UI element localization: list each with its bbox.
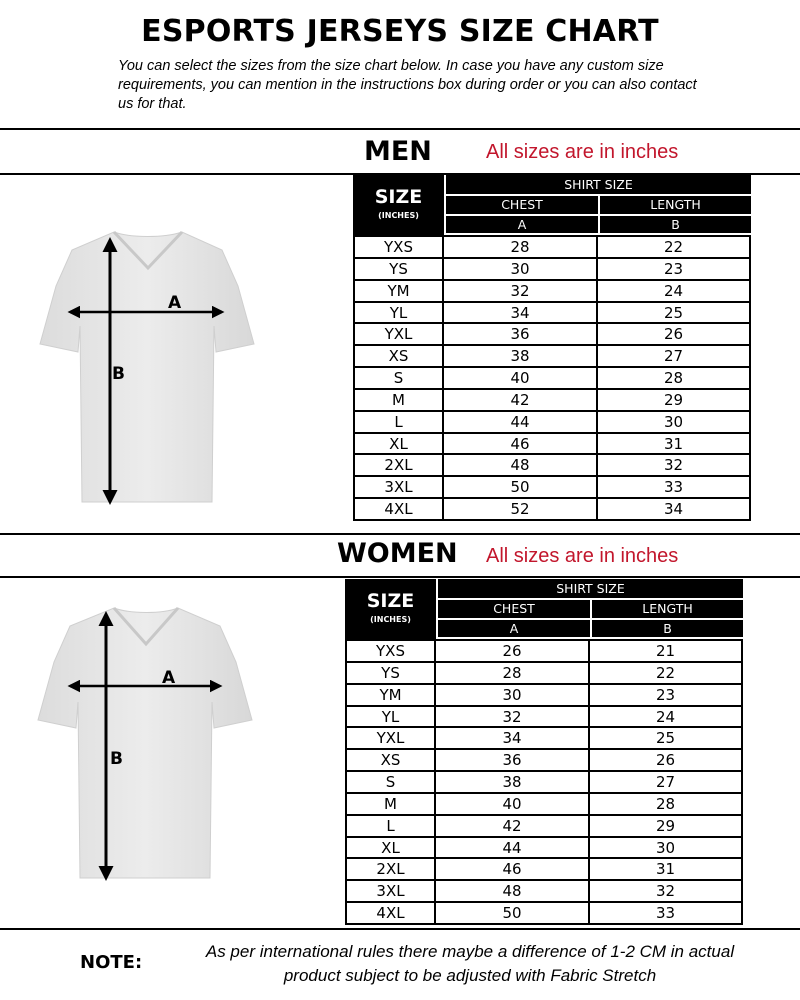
women-table-body [345, 639, 743, 925]
table-row [345, 794, 743, 816]
table-row [345, 816, 743, 838]
table-row [345, 881, 743, 903]
chest-cell: 52 [444, 499, 598, 519]
table-row [345, 838, 743, 860]
length-cell: 26 [655, 751, 676, 770]
chest-cell: 30 [444, 259, 598, 279]
length-cell: 21 [655, 642, 676, 660]
chest-cell: 38 [436, 772, 590, 792]
chest-cell: 42 [444, 390, 598, 410]
size-cell: 2XL [347, 859, 436, 879]
table-row [345, 859, 743, 881]
table-row [353, 281, 751, 303]
size-cell: L [347, 816, 436, 836]
table-row [353, 303, 751, 325]
size-header-cell [353, 175, 444, 235]
length-header: LENGTH [592, 600, 743, 618]
chest-cell: 48 [436, 881, 590, 901]
table-row [353, 237, 751, 259]
women-units-note: All sizes are in inches [486, 545, 679, 567]
chest-cell: 40 [444, 368, 598, 388]
chest-header: CHEST [438, 600, 590, 618]
table-row [353, 412, 751, 434]
size-cell: YXS [355, 237, 444, 257]
length-cell: 23 [655, 685, 676, 704]
chest-cell: 38 [444, 346, 598, 366]
length-cell: 22 [655, 663, 676, 682]
length-cell: 29 [663, 390, 684, 409]
table-row [345, 663, 743, 685]
length-cell: 25 [663, 303, 684, 322]
length-cell: 31 [663, 434, 684, 453]
size-cell: YXS [347, 641, 436, 661]
chest-cell: 46 [436, 859, 590, 879]
chest-cell: 44 [436, 838, 590, 858]
size-cell: M [347, 794, 436, 814]
women-heading: WOMEN [337, 538, 458, 569]
chest-cell: 42 [436, 816, 590, 836]
length-cell: 31 [655, 860, 676, 879]
length-cell: 32 [655, 882, 676, 901]
length-cell: 28 [663, 369, 684, 388]
length-key-header: B [600, 216, 751, 233]
women-shirt-diagram [34, 602, 256, 888]
shirt-size-header: SHIRT SIZE [446, 175, 751, 194]
page-title: ESPORTS JERSEYS SIZE CHART [141, 14, 659, 49]
size-header-label: SIZE [374, 186, 423, 208]
length-cell: 24 [655, 707, 676, 726]
chest-key-header: A [446, 216, 598, 233]
chest-cell: 50 [436, 903, 590, 923]
size-cell: 4XL [355, 499, 444, 519]
chest-cell: 46 [444, 434, 598, 454]
men-table-body [353, 235, 751, 521]
table-row [345, 772, 743, 794]
table-row [353, 259, 751, 281]
size-cell: 3XL [355, 477, 444, 497]
size-cell: 2XL [355, 455, 444, 475]
length-key-header: B [592, 620, 743, 637]
table-row [353, 324, 751, 346]
table-row [353, 499, 751, 521]
size-cell: L [355, 412, 444, 432]
chest-cell: 30 [436, 685, 590, 705]
intro-text: You can select the sizes from the size chart below. In case you have any custom size requirements, you can mention in the instructions box during order or you can also contact us for that. [118, 58, 697, 112]
table-row [353, 455, 751, 477]
size-cell: YM [355, 281, 444, 301]
chest-cell: 32 [436, 707, 590, 727]
chest-cell: 28 [436, 663, 590, 683]
length-cell: 30 [663, 412, 684, 431]
divider [0, 928, 800, 930]
men-label-b: B [112, 364, 125, 384]
length-cell: 33 [663, 478, 684, 497]
size-cell: YXL [355, 324, 444, 344]
table-row [345, 641, 743, 663]
size-cell: XL [355, 434, 444, 454]
men-units-note: All sizes are in inches [486, 141, 679, 163]
chest-cell: 32 [444, 281, 598, 301]
chest-cell: 48 [444, 455, 598, 475]
men-shirt-diagram [36, 226, 258, 512]
chest-header: CHEST [446, 196, 598, 214]
size-cell: M [355, 390, 444, 410]
length-header: LENGTH [600, 196, 751, 214]
chest-key-header: A [438, 620, 590, 637]
length-cell: 32 [663, 456, 684, 475]
table-row [353, 368, 751, 390]
table-row [353, 434, 751, 456]
size-cell: YL [347, 707, 436, 727]
length-cell: 23 [663, 259, 684, 278]
size-cell: YS [347, 663, 436, 683]
length-cell: 26 [663, 325, 684, 344]
women-label-a: A [162, 668, 176, 688]
size-cell: YXL [347, 728, 436, 748]
table-row [345, 707, 743, 729]
table-row [345, 903, 743, 925]
chest-cell: 34 [444, 303, 598, 323]
size-cell: YL [355, 303, 444, 323]
table-row [345, 750, 743, 772]
chest-cell: 40 [436, 794, 590, 814]
size-cell: YS [355, 259, 444, 279]
length-cell: 30 [655, 838, 676, 857]
size-cell: S [347, 772, 436, 792]
men-label-a: A [168, 293, 182, 313]
men-heading: MEN [364, 136, 432, 167]
size-cell: YM [347, 685, 436, 705]
men-table-header [353, 175, 751, 235]
men-size-table [353, 175, 751, 521]
size-header-unit: (INCHES) [370, 615, 411, 624]
chest-cell: 36 [444, 324, 598, 344]
size-cell: S [355, 368, 444, 388]
women-label-b: B [110, 749, 123, 769]
table-row [353, 477, 751, 499]
chest-cell: 28 [444, 237, 598, 257]
size-header-unit: (INCHES) [378, 211, 419, 220]
divider [0, 128, 800, 130]
size-cell: XL [347, 838, 436, 858]
women-size-table [345, 579, 743, 925]
table-row [353, 390, 751, 412]
length-cell: 27 [655, 773, 676, 792]
size-cell: 3XL [347, 881, 436, 901]
size-cell: XS [355, 346, 444, 366]
note-label: NOTE: [80, 952, 143, 973]
size-header-label: SIZE [366, 590, 415, 612]
length-cell: 22 [663, 238, 684, 256]
length-cell: 34 [663, 500, 684, 519]
length-cell: 28 [655, 794, 676, 813]
note-text: As per international rules there maybe a difference of 1-2 CM in actual product subject to be adjusted with Fabric Stretch [205, 942, 735, 985]
chest-cell: 44 [444, 412, 598, 432]
length-cell: 24 [663, 281, 684, 300]
chest-cell: 36 [436, 750, 590, 770]
women-table-header [345, 579, 743, 639]
table-row [345, 685, 743, 707]
chest-cell: 26 [436, 641, 590, 661]
chest-cell: 50 [444, 477, 598, 497]
size-cell: 4XL [347, 903, 436, 923]
chest-cell: 34 [436, 728, 590, 748]
size-cell: XS [347, 750, 436, 770]
size-header-cell [345, 579, 436, 639]
length-cell: 27 [663, 347, 684, 366]
table-row [353, 346, 751, 368]
table-row [345, 728, 743, 750]
length-cell: 25 [655, 729, 676, 748]
shirt-size-header: SHIRT SIZE [438, 579, 743, 598]
divider [0, 576, 800, 578]
divider [0, 533, 800, 535]
length-cell: 29 [655, 816, 676, 835]
length-cell: 33 [655, 904, 676, 923]
